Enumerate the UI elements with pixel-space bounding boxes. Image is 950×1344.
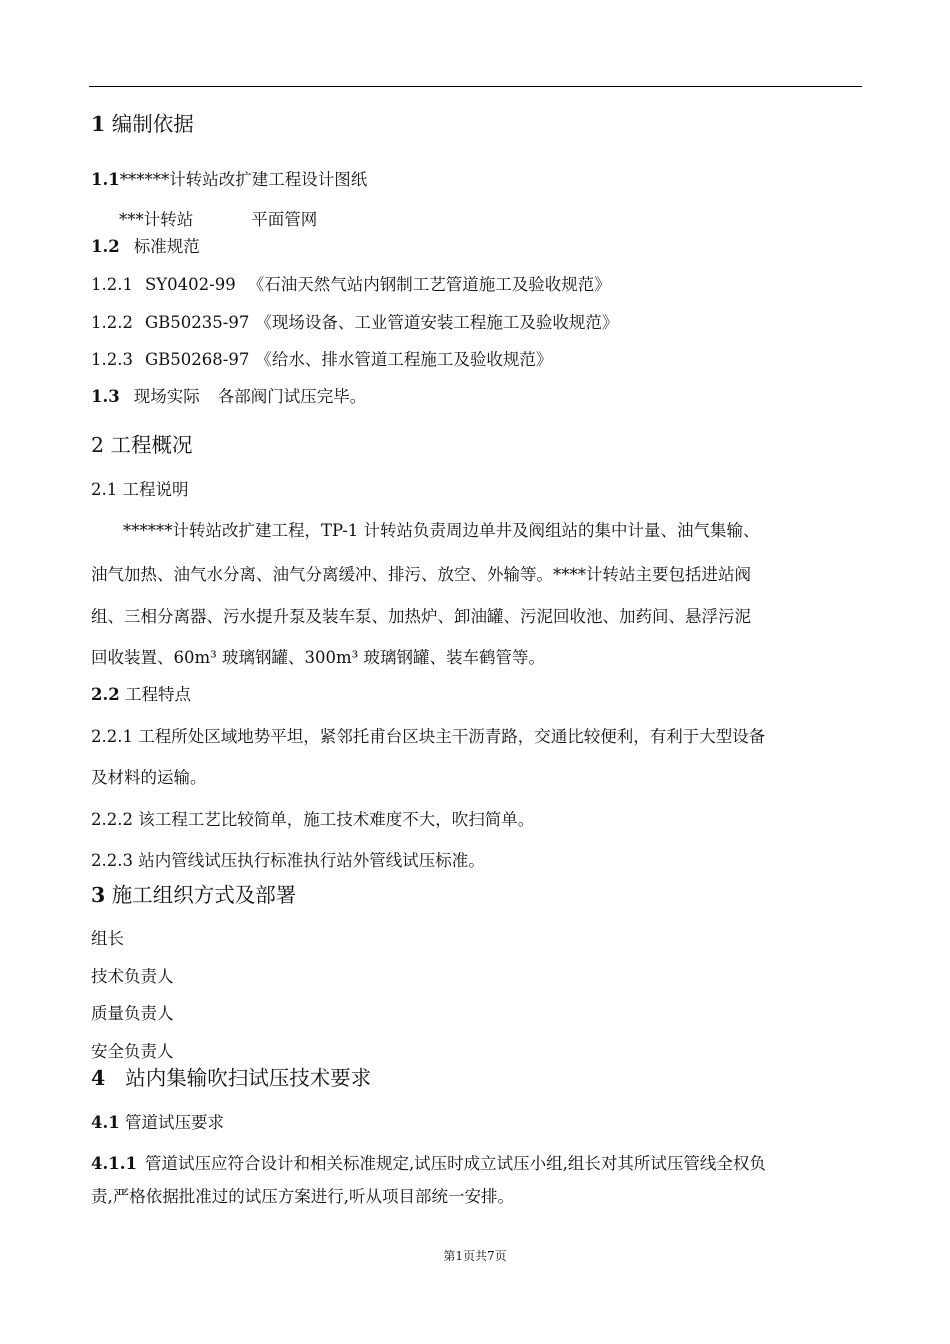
section-4-1-1-cont: 责,严格依据批准过的试压方案进行,听从项目部统一安排。: [91, 1187, 514, 1206]
section-4-1-1: 4.1.1 管道试压应符合设计和相关标准规定,试压时成立试压小组,组长对其所试压管线全权负: [91, 1154, 766, 1173]
section-4-1: 4.1 管道试压要求: [91, 1113, 224, 1132]
section-4-heading: 4 站内集输吹扫试压技术要求: [91, 1066, 372, 1090]
section-2-2: 2.2 工程特点: [91, 685, 191, 704]
section-2-heading: 2 工程概况: [91, 433, 193, 457]
section-1-heading: 1 编制依据: [91, 112, 194, 136]
section-1-1: 1.1******计转站改扩建工程设计图纸: [91, 170, 368, 189]
paragraph-line: 组、三相分离器、污水提升泵及装车泵、加热炉、卸油罐、污泥回收池、加药间、悬浮污泥: [91, 607, 751, 626]
section-1-3: 1.3 现场实际 各部阀门试压完毕。: [91, 387, 367, 406]
page-footer: 第1页共7页: [443, 1249, 507, 1263]
feature-line: 2.2.2 该工程工艺比较简单，施工技术难度不大，吹扫简单。: [91, 810, 535, 829]
section-2-1: 2.1 工程说明: [91, 480, 189, 499]
header-rule: [89, 86, 862, 87]
feature-line: 及材料的运输。: [91, 768, 207, 787]
role-item: 质量负责人: [91, 1004, 174, 1023]
role-item: 安全负责人: [91, 1042, 174, 1061]
role-item: 组长: [91, 929, 124, 948]
role-item: 技术负责人: [91, 967, 174, 986]
drawing-line: ***计转站 平面管网: [119, 210, 318, 229]
paragraph-line: 回收装置、60m³ 玻璃钢罐、300m³ 玻璃钢罐、装车鹤管等。: [91, 648, 545, 667]
paragraph-line: 油气加热、油气水分离、油气分离缓冲、排污、放空、外输等。****计转站主要包括进站阀: [91, 565, 751, 584]
section-3-heading: 3 施工组织方式及部署: [91, 883, 297, 907]
feature-line: 2.2.1 工程所处区域地势平坦，紧邻托甫台区块主干沥青路，交通比较便利，有利于大型设备: [91, 727, 766, 746]
section-1-2: 1.2 标准规范: [91, 237, 200, 256]
paragraph-line: ******计转站改扩建工程，TP-1 计转站负责周边单井及阀组站的集中计量、油气集输、: [123, 521, 760, 540]
standard-item: 1.2.3 GB50268-97 《给水、排水管道工程施工及验收规范》: [91, 350, 553, 369]
standard-item: 1.2.1 SY0402-99 《石油天然气站内钢制工艺管道施工及验收规范》: [91, 275, 611, 294]
feature-line: 2.2.3 站内管线试压执行标准执行站外管线试压标准。: [91, 851, 485, 870]
standard-item: 1.2.2 GB50235-97 《现场设备、工业管道安装工程施工及验收规范》: [91, 313, 619, 332]
